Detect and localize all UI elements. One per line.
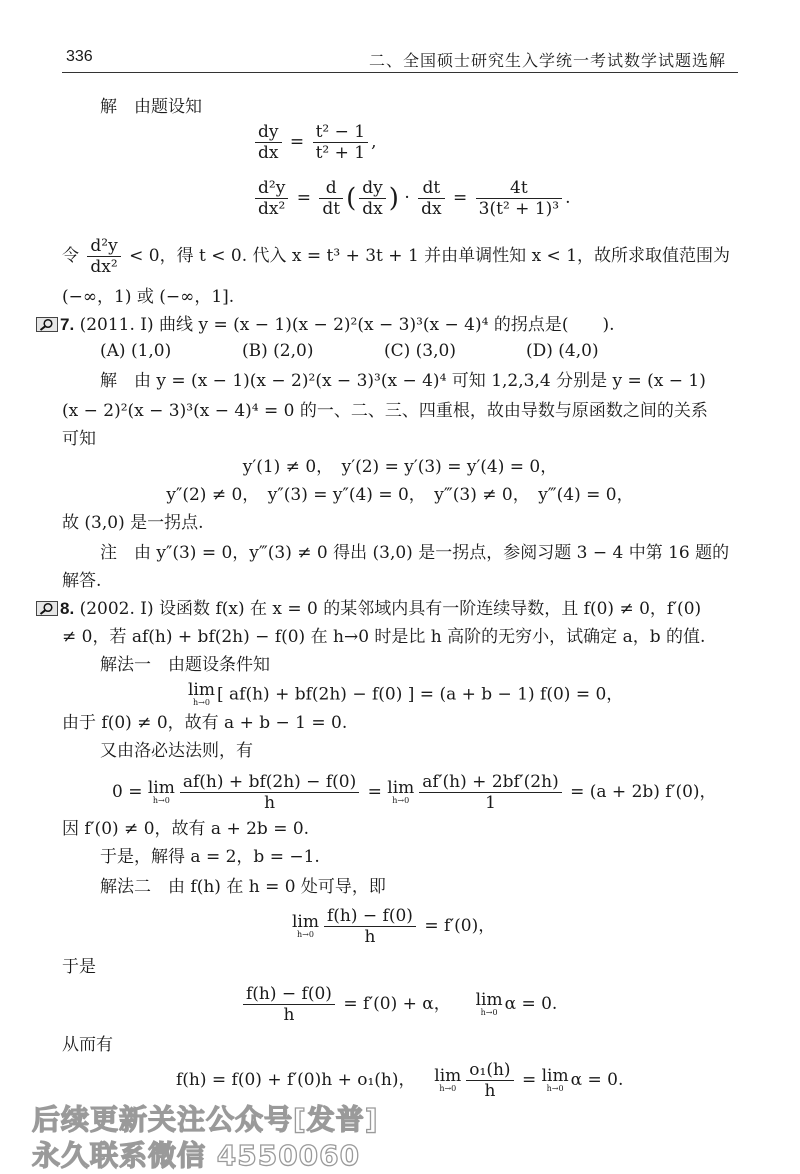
fraction: $\frac{dy}{dx}$	[255, 122, 282, 163]
method-2-title: 解法二 由 f(h) 在 h = 0 处可导，即	[100, 877, 386, 897]
equation-dy-dx: $\frac{dy}{dx}$ = $\frac{\text{t² − 1}}{\text{t² + 1}}$ ,	[252, 122, 376, 163]
method-2-line3: 从而有	[62, 1035, 113, 1055]
method-1-line3: 又由洛必达法则，有	[100, 741, 253, 761]
problem-7-stem: 7. (2011. Ⅰ) 曲线 y = (x − 1)(x − 2)²(x − 3)³(x − 4)⁴ 的拐点是( ).	[36, 314, 615, 336]
limit-operator: lim h→0	[541, 1065, 569, 1093]
watermark-line1: 后续更新关注公众号[发普]	[32, 1103, 379, 1136]
limit-operator: lim h→0	[188, 680, 215, 707]
problem-7-solution-line3: 可知	[62, 429, 96, 449]
derivative-definition-equation: lim h→0 $\frac{f(h) - f(0)}{h}$ = f′(0)，	[292, 906, 496, 947]
method-1-title: 解法一 由题设条件知	[100, 655, 270, 675]
limit-operator: lim h→0	[147, 777, 175, 805]
problem-8-stem-line1: 8. (2002. Ⅰ) 设函数 f(x) 在 x = 0 的某邻域内具有一阶连续导数，且 f(0) ≠ 0，f′(0)	[36, 598, 701, 620]
problem-7-solution-line2: (x − 2)²(x − 3)³(x − 4)⁴ = 0 的一、二、三、四重根，故由导数与原函数之间的关系	[62, 401, 708, 421]
fraction: $\frac{af(h) + bf(2h) - f(0)}{h}$	[180, 772, 359, 813]
problem-7-note-line1: 注 由 y″(3) = 0，y‴(3) ≠ 0 得出 (3,0) 是一拐点，参阅习题 3 − 4 中第 16 题的	[100, 543, 730, 563]
fraction: $\frac{4t}{\text{3(t² + 1)³}}$	[476, 178, 562, 219]
fraction: $\frac{f(h) - f(0)}{h}$	[243, 984, 335, 1025]
problem-7-conclusion: 故 (3,0) 是一拐点.	[62, 513, 204, 533]
fraction: $\frac{dy}{dx}$	[359, 178, 386, 219]
method-1-result: 于是，解得 a = 2，b = −1.	[100, 847, 320, 867]
option-d: (D) (4,0)	[526, 341, 599, 361]
problem-number: 8.	[60, 599, 75, 618]
method-2-line2: 于是	[62, 957, 96, 977]
page-header	[62, 44, 738, 73]
limit-operator: lim h→0	[475, 989, 503, 1017]
fraction: $\frac{\text{o₁(h)}}{h}$	[466, 1060, 513, 1101]
derivative-equation-b: y″(2) ≠ 0， y″(3) = y″(4) = 0， y‴(3) ≠ 0， y‴(4) = 0，	[166, 485, 634, 505]
watermark-line2: 永久联系微信 4550060	[32, 1139, 361, 1172]
method-1-line2: 由于 f(0) ≠ 0，故有 a + b − 1 = 0.	[62, 713, 348, 733]
option-a: (A) (1,0)	[100, 341, 172, 361]
equation-second-derivative: $\frac{\text{d²y}}{\text{dx²}}$ = $\frac{d}{dt}$ ( $\frac{dy}{dx}$ ) · $\frac{dt}{dx}$ = $\frac{4t}{\text{3(t² + 1)³}}$ .	[252, 178, 571, 219]
solution-range: (−∞，1) 或 (−∞，1].	[62, 287, 235, 307]
fraction: $\frac{\text{t² − 1}}{\text{t² + 1}}$	[313, 122, 369, 163]
problem-7-note-line2: 解答.	[62, 571, 102, 591]
running-title: 二、全国硕士研究生入学统一考试数学试题选解	[368, 51, 726, 70]
fraction: $\frac{af'(h) + 2bf'(2h)}{1}$	[419, 772, 561, 813]
magnifier-icon	[36, 601, 58, 616]
solution-intro: 解 由题设知	[100, 97, 202, 117]
derivative-equation-a: y′(1) ≠ 0， y′(2) = y′(3) = y′(4) = 0，	[242, 457, 558, 477]
page-number: 336	[66, 48, 93, 65]
alpha-equation: $\frac{f(h) - f(0)}{h}$ = f′(0) + α， lim h→0 α = 0.	[240, 984, 557, 1025]
fraction: $\frac{d}{dt}$	[319, 178, 343, 219]
fraction: $\frac{dt}{dx}$	[418, 178, 444, 219]
problem-7-solution-line1: 解 由 y = (x − 1)(x − 2)²(x − 3)³(x − 4)⁴ 可知 1,2,3,4 分别是 y = (x − 1)	[100, 371, 706, 391]
little-o-equation: f(h) = f(0) + f′(0)h + o₁(h)， lim h→0 $\frac{\text{o₁(h)}}{h}$ = lim h→0 α = 0.	[176, 1060, 624, 1101]
fraction: $\frac{\text{d²y}}{\text{dx²}}$	[87, 236, 120, 277]
problem-8-stem-line2: ≠ 0，若 af(h) + bf(2h) − f(0) 在 h→0 时是比 h 高阶的无穷小，试确定 a，b 的值.	[62, 627, 706, 647]
method-1-limit-equation: lim h→0 [ af(h) + bf(2h) − f(0) ] = (a + b − 1) f(0) = 0，	[188, 680, 624, 707]
method-1-line4: 因 f′(0) ≠ 0，故有 a + 2b = 0.	[62, 819, 310, 839]
fraction: $\frac{f(h) - f(0)}{h}$	[324, 906, 416, 947]
limit-operator: lim h→0	[434, 1065, 462, 1093]
solution-conclusion-line: 令 $\frac{\text{d²y}}{\text{dx²}}$ < 0，得 t < 0. 代入 x = t³ + 3t + 1 并由单调性知 x < 1，故所求取值范围为	[62, 236, 731, 277]
magnifier-icon	[36, 317, 58, 332]
limit-operator: lim h→0	[292, 911, 319, 939]
limit-operator: lim h→0	[387, 777, 415, 805]
fraction: $\frac{\text{d²y}}{\text{dx²}}$	[255, 178, 288, 219]
problem-number: 7.	[60, 315, 75, 334]
option-b: (B) (2,0)	[242, 341, 314, 361]
lhopital-equation: 0 = lim h→0 $\frac{af(h) + bf(2h) - f(0)}{h}$ = lim h→0 $\frac{af'(h) + 2bf'(2h)}{1}$ = (a + 2b) f′(0)，	[112, 772, 717, 813]
option-c: (C) (3,0)	[384, 341, 456, 361]
